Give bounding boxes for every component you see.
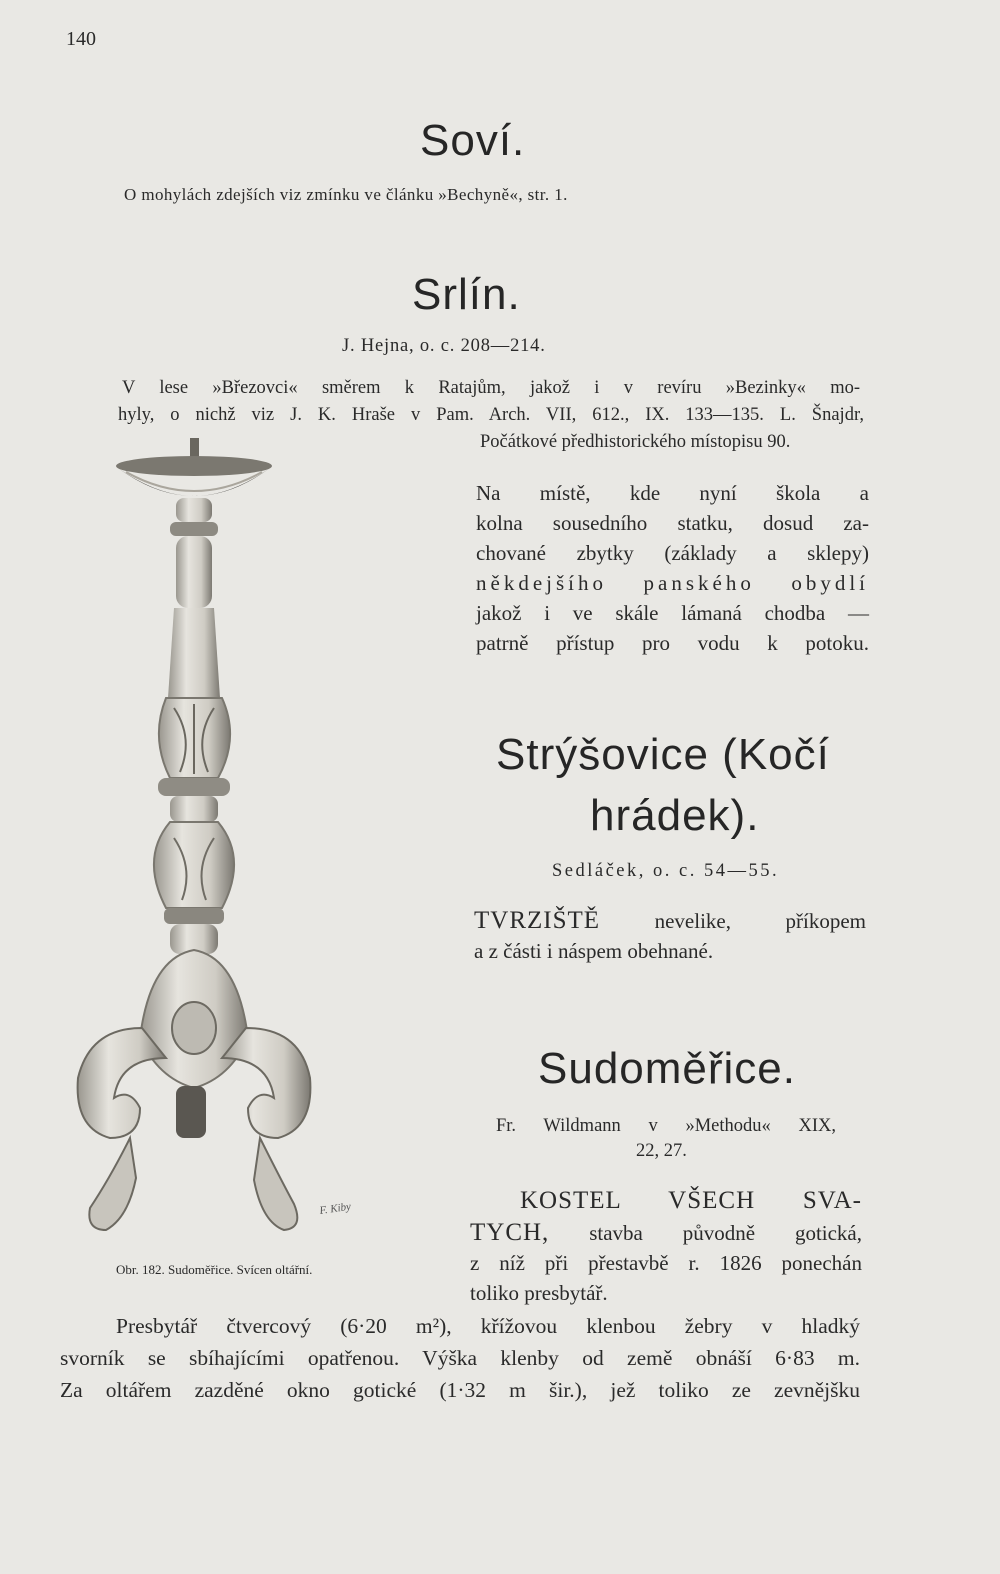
strysovice-reference: Sedláček, o. c. 54—55.: [552, 861, 780, 881]
text-line: Fr. Wildmann v »Methodu« XIX,: [496, 1116, 836, 1136]
srlin-reference: J. Hejna, o. c. 208—214.: [342, 336, 546, 356]
heading-strysovice-line1: Strýšovice (Kočí: [496, 730, 830, 779]
sudomerice-reference-2: 22, 27.: [636, 1141, 687, 1161]
text-fragment: stavba původně gotická,: [589, 1221, 863, 1245]
text-line: kolna sousedního statku, dosud za-: [476, 511, 869, 535]
tvrziste-rest: nevelike, příkopem: [654, 909, 866, 933]
candlestick-neck: [176, 498, 212, 522]
text-line: Počátkové předhistorického místopisu 90.: [480, 432, 791, 452]
candlestick-illustration: [70, 438, 390, 1250]
heading-strysovice-line2: hrádek).: [590, 791, 760, 840]
tvrziste-caps: TVRZIŠTĚ: [474, 907, 601, 934]
heading-sudomerice: Sudoměřice.: [538, 1044, 797, 1093]
scroll-foot-left: [78, 1028, 166, 1138]
leg-left: [89, 1138, 136, 1230]
srlin-paragraph-2: [476, 478, 869, 658]
heading-sovi: Soví.: [420, 116, 526, 165]
artist-signature: F. Kiby: [318, 1200, 352, 1217]
text-line: Za oltářem zazděné okno gotické (1·32 m šir.), jež toliko ze zevnějšku: [60, 1378, 860, 1402]
kostel-paragraph: [470, 1186, 862, 1308]
text-line: jakož i ve skále lámaná chodba —: [476, 601, 869, 625]
candlestick-shaft: [168, 608, 220, 698]
sovi-text: O mohylách zdejších viz zmínku ve článku »Bechyně«, str. 1.: [124, 185, 568, 204]
text-line: z níž při přestavbě r. 1826 ponechán: [470, 1251, 862, 1275]
page-number: 140: [66, 28, 96, 50]
text-line: toliko presbytář.: [470, 1281, 608, 1305]
hanging-boss: [176, 1086, 206, 1138]
text-line: chované zbytky (základy a sklepy): [476, 541, 869, 565]
text-line: [470, 1218, 862, 1248]
heading-srlin: Srlín.: [412, 270, 521, 319]
sudomerice-reference-1: [496, 1117, 836, 1136]
text-line: a z části i náspem obehnané.: [474, 939, 714, 963]
tych-caps: TYCH,: [470, 1219, 550, 1246]
kostel-caps: KOSTEL VŠECH SVA-: [520, 1187, 862, 1214]
leg-right: [254, 1138, 297, 1230]
text-line: patrně přístup pro vodu k potoku.: [476, 631, 869, 655]
text-line: svorník se sbíhajícími opatřenou. Výška klenby od země obnáší 6·83 m.: [60, 1346, 860, 1370]
vase-knop: [154, 822, 234, 908]
srlin-paragraph-1: [118, 375, 864, 429]
strysovice-text: [474, 906, 866, 966]
text-line: Na místě, kde nyní škola a: [476, 481, 869, 505]
text-line: [474, 906, 866, 936]
scroll-foot-right: [222, 1028, 310, 1138]
text-line: někdejšího panského obydlí: [476, 571, 869, 595]
text-line: V lese »Březovci« směrem k Ratajům, jakož i v revíru »Bezinky« mo-: [122, 378, 860, 398]
presbytar-paragraph: [60, 1310, 860, 1406]
drip-pan: [116, 456, 272, 476]
figure-caption: Obr. 182. Sudoměřice. Svícen oltářní.: [116, 1262, 313, 1277]
text-line: hyly, o nichž viz J. K. Hraše v Pam. Arch. VII, 612., IX. 133—135. L. Šnajdr,: [118, 405, 864, 425]
text-line: [470, 1186, 862, 1218]
text-line: Presbytář čtvercový (6·20 m²), křížovou klenbou žebry v hladký: [116, 1314, 860, 1338]
